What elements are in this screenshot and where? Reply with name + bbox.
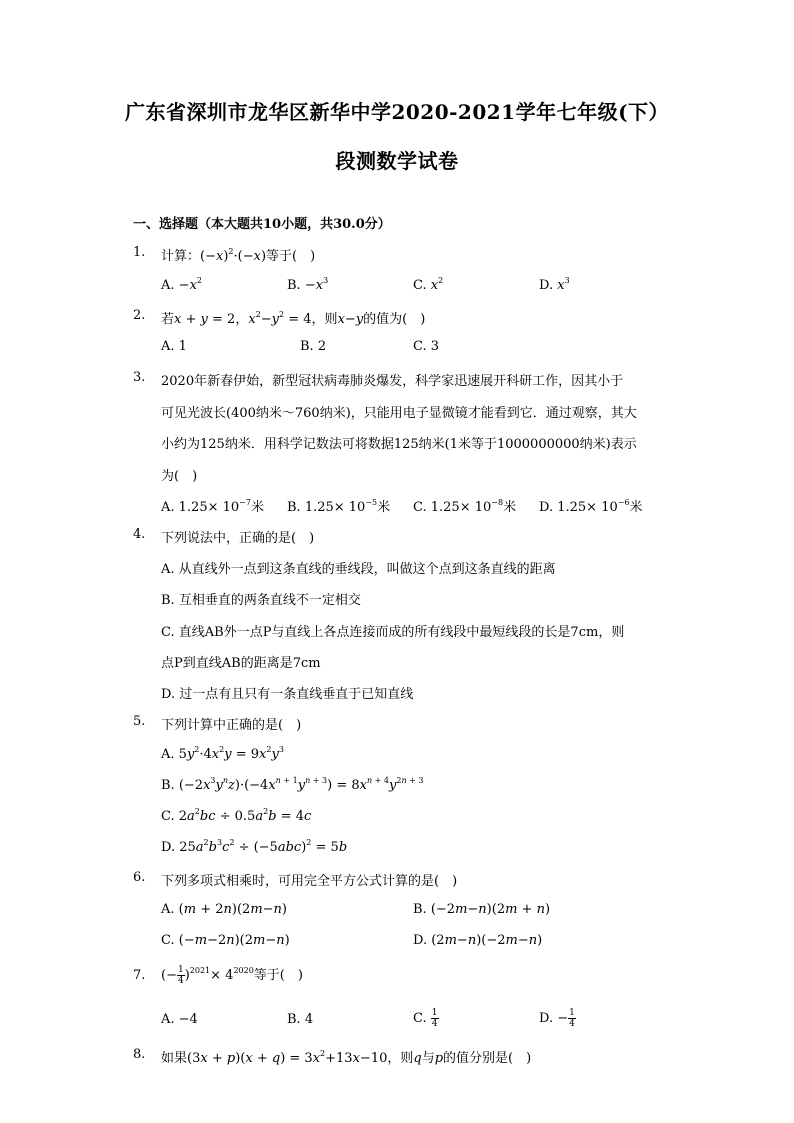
option-c: C. $x^2$ [413,276,444,293]
question-number: 6. [133,870,146,885]
question-stem-line: 小约为125纳米．用科学记数法可将数据125纳米(1米等于1000000000纳米)表示 [161,437,637,452]
option-d: D. $25a^2b^3c^2 \div (-5abc)^2 = 5b$ [161,838,348,855]
option-a: A. 1 [161,339,187,354]
option-b: B. 4 [287,1012,314,1027]
question-stem-line: 可见光波长(400纳米～760纳米)，只能用电子显微镜才能看到它．通过观察，其大 [161,406,637,421]
question-stem: 若x + y = 2，$x^2-y^2 = 4$，则x−y的值为( ) [161,310,426,327]
question-stem: 计算：$(-x)^2\cdot(-x)$等于( ) [161,247,316,264]
section-heading: 一、选择题（本大题共10小题，共30.0分） [133,217,391,232]
question-stem: 下列多项式相乘时，可用完全平方公式计算的是( ) [161,874,458,889]
option-b: B. (−2m−n)(2m + n) [413,902,551,917]
option-a: A. $-x^2$ [161,276,202,293]
question-stem: 下列说法中，正确的是( ) [161,531,315,546]
option-a: A. (m + 2n)(2m−n) [161,902,287,917]
option-c: C. $\frac{1}{4}$ [413,1008,438,1029]
option-a: A. $5y^2\cdot 4x^2y = 9x^2y^3$ [161,745,284,762]
question-number: 4. [133,527,146,542]
question-stem: 下列计算中正确的是( ) [161,718,302,733]
option-c-continued: 点P到直线AB的距离是7cm [161,656,321,671]
option-b: B. $1.25\times 10^{-5}$米 [287,498,391,515]
question-stem: 如果$(3x + p)(x + q) = 3x^2+13x-10$，则q与p的值分别是( ) [161,1049,532,1066]
option-c: C. $2a^2bc \div 0.5a^2b = 4c$ [161,807,312,824]
option-b: B. 2 [300,339,327,354]
option-d: D. − $\frac{1}{4}$ [539,1008,575,1029]
question-number: 7. [133,968,146,983]
option-d: D. 过一点有且只有一条直线垂直于已知直线 [161,687,414,702]
question-number: 1. [133,245,146,260]
option-d: D. $x^3$ [539,276,570,293]
question-stem-line: 2020年新春伊始，新型冠状病毒肺炎爆发，科学家迅速展开科研工作，因其小于 [161,374,624,389]
question-number: 5. [133,714,146,729]
option-c: C. (−m−2n)(2m−n) [161,933,290,948]
option-a: A. −4 [161,1012,198,1027]
exam-title-line2: 段测数学试卷 [335,149,459,173]
option-d: D. $1.25\times 10^{-6}$米 [539,498,643,515]
option-c: C. 直线AB外一点P与直线上各点连接而成的所有线段中最短线段的长是7cm，则 [161,625,625,640]
question-number: 2. [133,308,146,323]
question-number: 8. [133,1047,146,1062]
question-number: 3. [133,370,146,385]
option-b: B. 互相垂直的两条直线不一定相交 [161,593,361,608]
option-c: C. $1.25\times 10^{-8}$米 [413,498,517,515]
option-b: B. $(-2x^3y^nz)\cdot(-4x^{n + 1}y^{n + 3}) = 8x^{n + 4}y^{2n + 3}$ [161,776,424,793]
option-a: A. $1.25\times 10^{-7}$米 [161,498,264,515]
question-stem: (− $\frac{1}{4}$ )$^{2021}\times 4^{2020}$等于( ) [161,965,303,986]
option-b: B. $-x^3$ [287,276,329,293]
option-d: D. (2m−n)(−2m−n) [413,933,543,948]
question-stem-line: 为( ) [161,469,198,484]
option-a: A. 从直线外一点到这条直线的垂线段，叫做这个点到这条直线的距离 [161,562,556,577]
option-c: C. 3 [413,339,440,354]
exam-title-line1: 广东省深圳市龙华区新华中学2020-2021学年七年级(下） [124,100,670,124]
